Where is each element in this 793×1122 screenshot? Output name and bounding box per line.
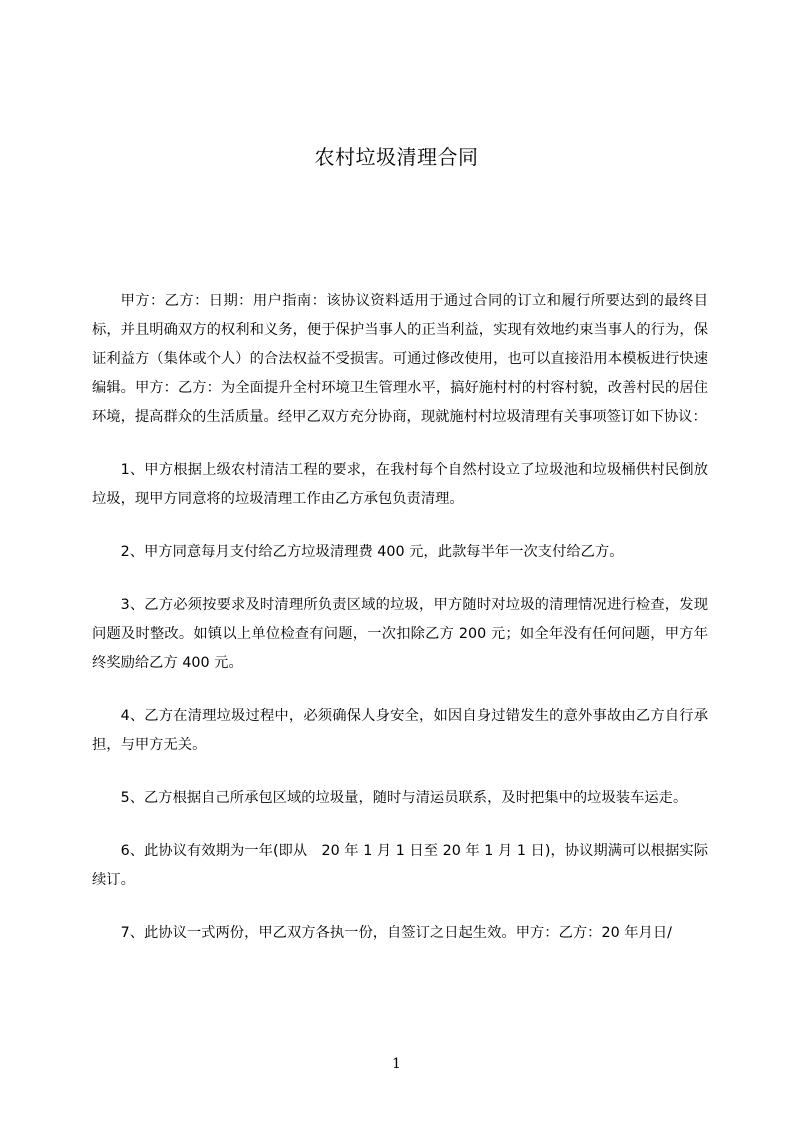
document-body	[92, 287, 708, 948]
paragraph-clause-5: 5、乙方根据自己所承包区域的垃圾量，随时与清运员联系，及时把集中的垃圾装车运走。	[120, 790, 688, 806]
page-number: 1	[392, 1056, 401, 1072]
paragraph-clause-1: 1、甲方根据上级农村清洁工程的要求，在我村每个自然村设立了垃圾池和垃圾桶供村民倒放垃圾，现甲方同意将的垃圾清理工作由乙方承包负责清理。	[92, 462, 708, 507]
paragraph-clause-4: 4、乙方在清理垃圾过程中，必须确保人身安全，如因自身过错发生的意外事故由乙方自行承担，与甲方无关。	[92, 708, 708, 753]
paragraph-intro: 甲方：乙方：日期：用户指南：该协议资料适用于通过合同的订立和履行所要达到的最终目标，并且明确双方的权利和义务，便于保护当事人的正当利益，实现有效地约束当事人的行为，保证利益方（集体或个人）的合法权益不受损害。可通过修改使用，也可以直接沿用本模板进行快速编辑。甲方：乙方：为全面提升全村环境卫生管理水平，搞好施村村的村容村貌，改善村民的居住环境，提高群众的生活质量。经甲乙双方充分协商，现就施村村垃圾清理有关事项签订如下协议：	[92, 293, 708, 425]
paragraph-clause-2: 2、甲方同意每月支付给乙方垃圾清理费 400 元，此款每半年一次支付给乙方。	[120, 544, 624, 560]
paragraph-clause-6: 6、此协议有效期为一年(即从 20 年 1 月 1 日至 20 年 1 月 1 日)，协议期满可以根据实际续订。	[92, 843, 708, 888]
document-title: 农村垃圾清理合同	[314, 145, 479, 169]
paragraph-clause-3: 3、乙方必须按要求及时清理所负责区域的垃圾，甲方随时对垃圾的清理情况进行检查，发现问题及时整改。如镇以上单位检查有问题，一次扣除乙方 200 元；如全年没有任何问题，甲方年终奖励给乙方 400 元。	[92, 597, 708, 671]
paragraph-clause-7: 7、此协议一式两份，甲乙双方各执一份，自签订之日起生效。甲方：乙方：20 年月日/	[120, 925, 672, 941]
